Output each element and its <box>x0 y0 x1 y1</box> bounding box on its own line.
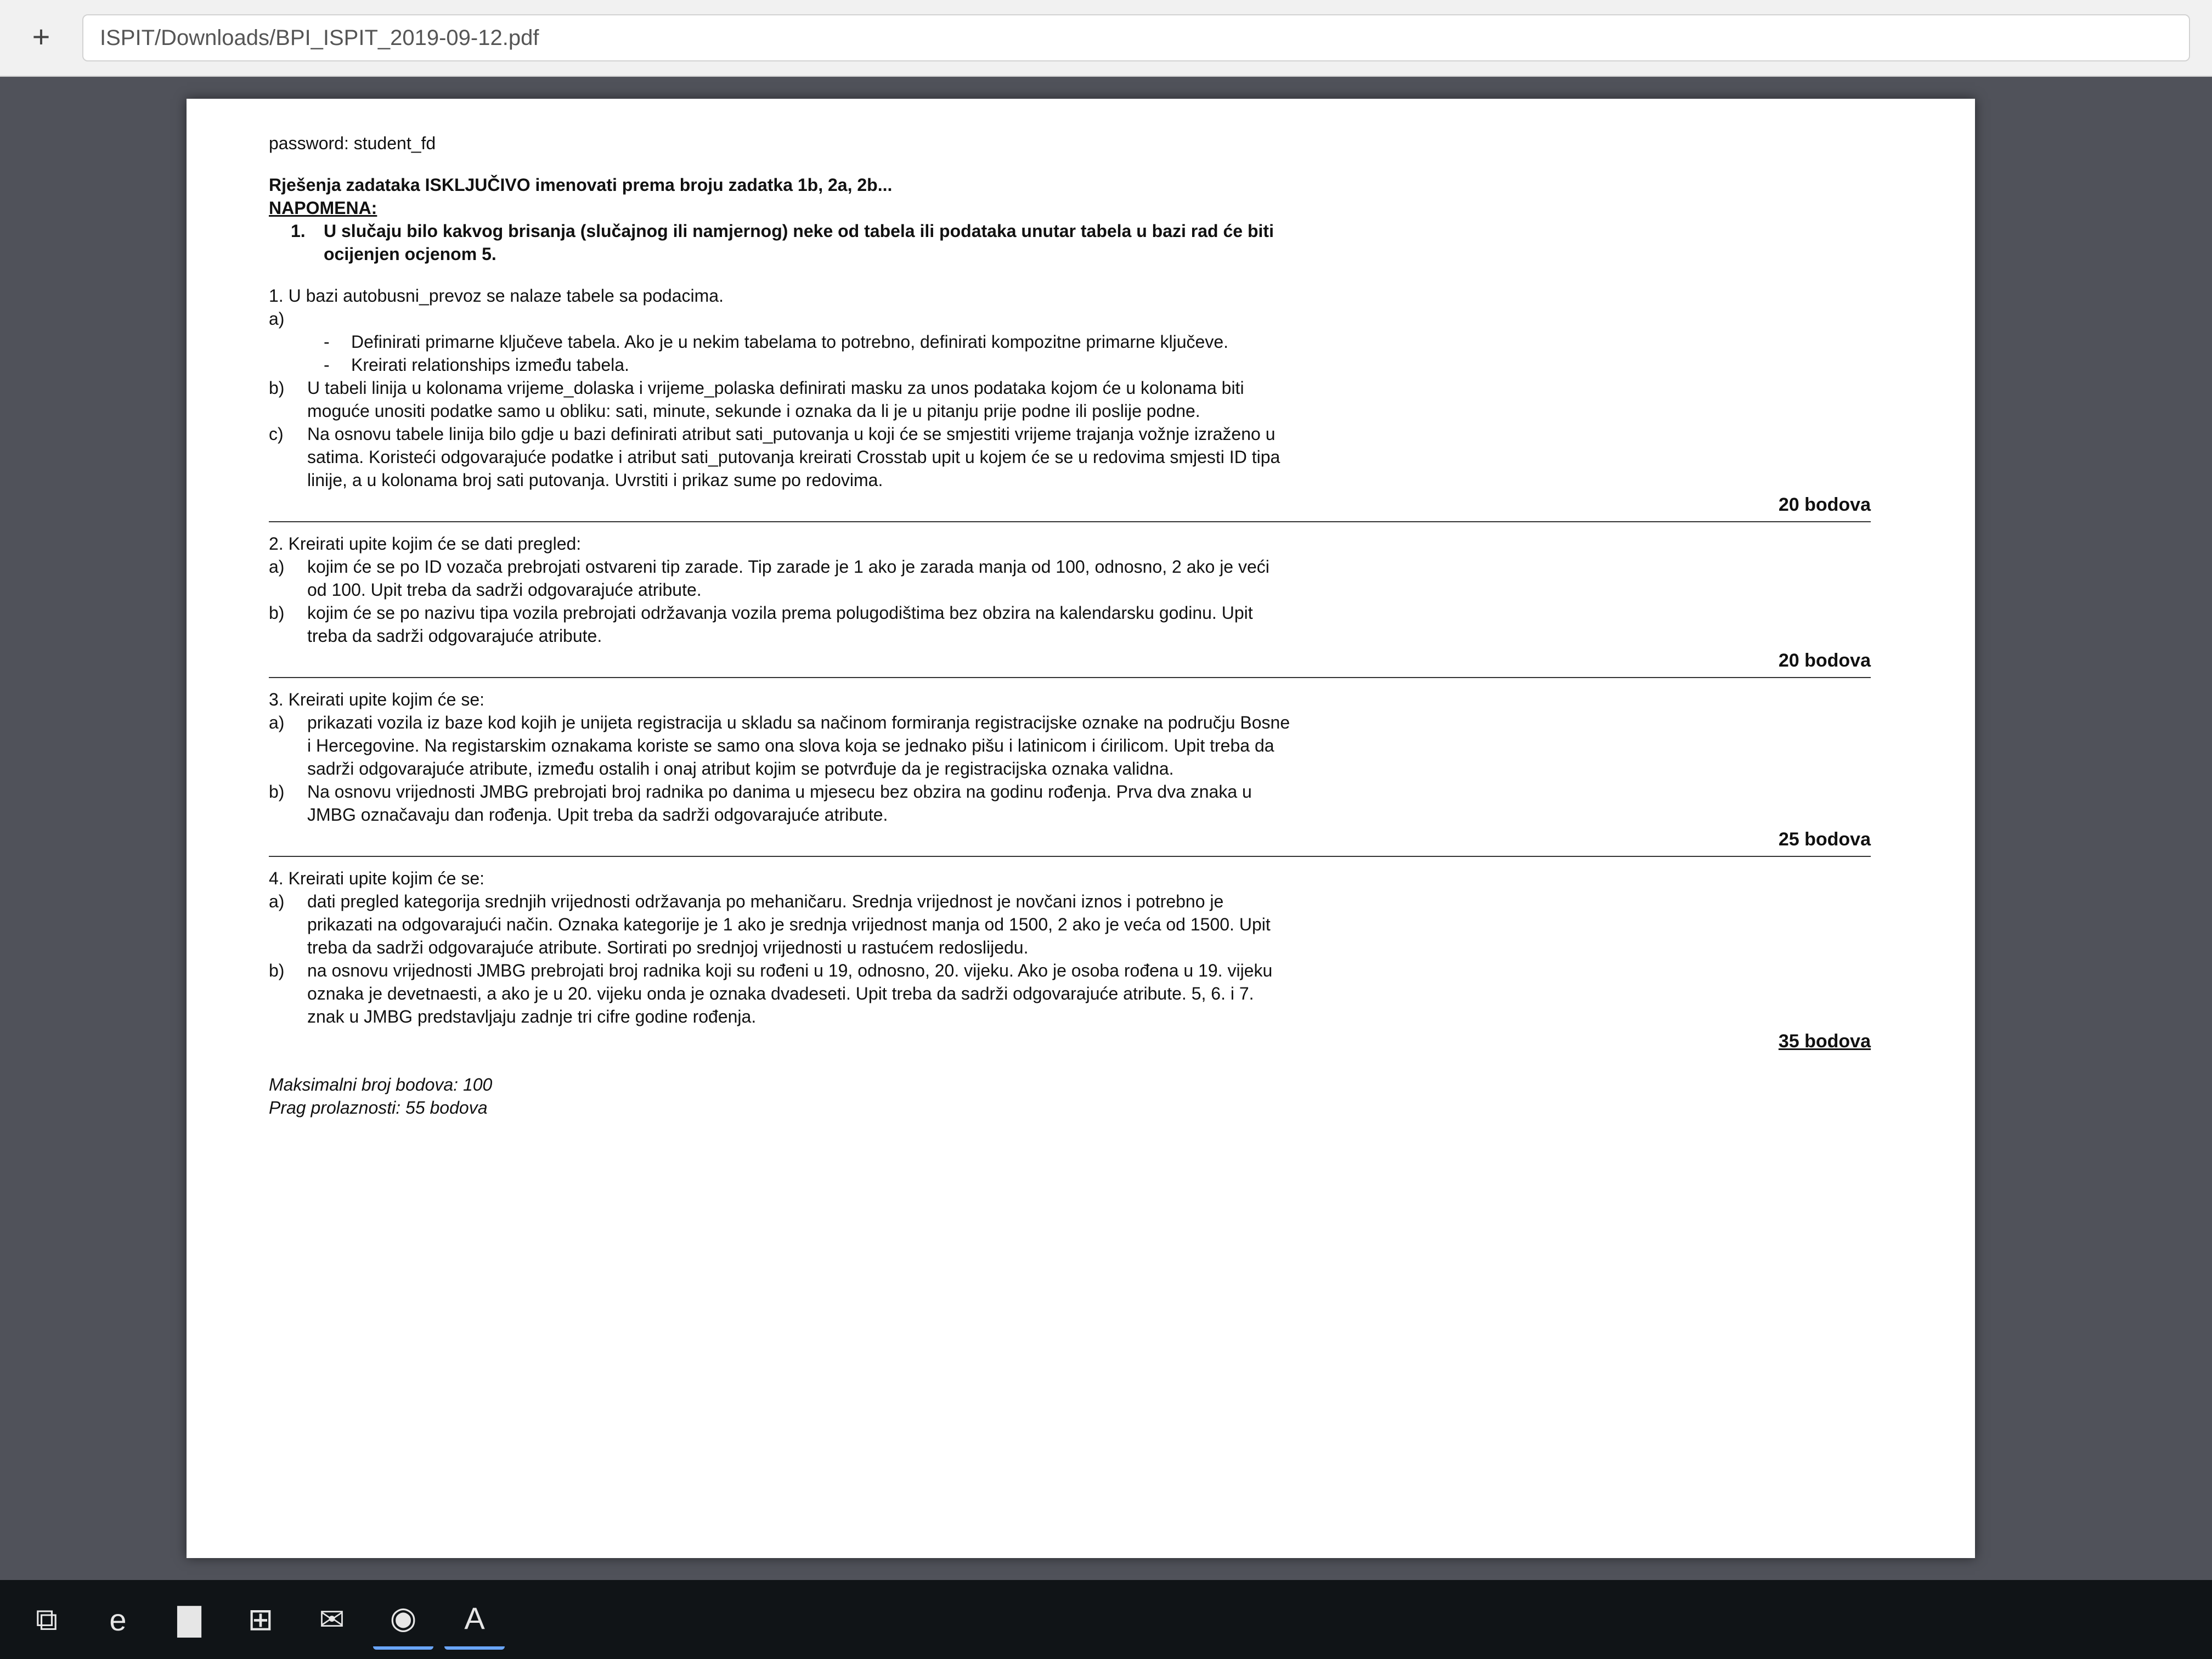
task1-heading: 1. U bazi autobusni_prevoz se nalaze tabele sa podacima. <box>269 286 724 306</box>
intro-line: Rješenja zadataka ISKLJUČIVO imenovati prema broju zadatka 1b, 2a, 2b... <box>269 175 893 195</box>
item-marker: b) <box>269 961 285 980</box>
edge-icon[interactable]: e <box>109 1602 127 1637</box>
pdf-viewer[interactable] <box>0 77 2212 1580</box>
item-line: Na osnovu vrijednosti JMBG prebrojati broj radnika po danima u mjesecu bez obzira na godinu rođenja. Prva dva znaka u <box>307 782 1252 802</box>
task4-heading: 4. Kreirati upite kojim će se: <box>269 868 485 888</box>
task1-items <box>269 376 1893 492</box>
note-list <box>269 219 1893 266</box>
task2-item <box>269 601 1893 647</box>
store-icon[interactable]: ⊞ <box>247 1602 274 1637</box>
max-points: Maksimalni broj bodova: 100 <box>269 1075 493 1094</box>
divider <box>269 677 1871 678</box>
item-line: od 100. Upit treba da sadrži odgovarajuće atribute. <box>307 580 702 600</box>
task2-items <box>269 555 1893 647</box>
item-marker: c) <box>269 424 284 444</box>
bullet-item <box>269 330 1893 353</box>
item-marker: 1. <box>291 221 306 241</box>
task4-points: 35 bodova <box>1778 1031 1871 1052</box>
browser-toolbar <box>0 0 2212 77</box>
item-line: i Hercegovine. Na registarskim oznakama koriste se samo ona slova koja se jednako pišu i latinicom i ćirilicom. Upit treba da <box>307 736 1274 755</box>
item-text <box>307 780 1893 826</box>
task-view-icon[interactable]: ⧉ <box>36 1601 58 1637</box>
item-line: JMBG označavaju dan rođenja. Upit treba da sadrži odgovarajuće atribute. <box>307 805 888 825</box>
item-text: Kreirati relationships između tabela. <box>351 355 629 375</box>
task3-items <box>269 711 1893 826</box>
mail-icon[interactable]: ✉ <box>319 1602 345 1637</box>
item-text <box>307 601 1893 647</box>
item-line: sadrži odgovarajuće atribute, između ostalih i onaj atribut kojim se potvrđuje da je registracijska oznaka validna. <box>307 759 1174 778</box>
task3-item <box>269 780 1893 826</box>
task3-heading: 3. Kreirati upite kojim će se: <box>269 690 485 709</box>
task4-item <box>269 959 1893 1028</box>
task2-points: 20 bodova <box>1778 650 1871 671</box>
acrobat-icon[interactable]: A <box>444 1589 505 1650</box>
divider <box>269 521 1871 522</box>
item-marker: a) <box>269 713 285 732</box>
item-line: treba da sadrži odgovarajuće atribute. <box>307 626 602 646</box>
item-marker: - <box>324 355 330 375</box>
item-marker: a) <box>269 309 285 329</box>
task3-points: 25 bodova <box>1778 829 1871 850</box>
item-line: satima. Koristeći odgovarajuće podatke i atribut sati_putovanja kreirati Crosstab upit u kojem će se u redovima smjesti ID tipa <box>307 447 1280 467</box>
item-line: treba da sadrži odgovarajuće atribute. Sortirati po srednjoj vrijednosti u rastućem redoslijedu. <box>307 938 1029 957</box>
bullet-item <box>269 353 1893 376</box>
item-line: ocijenjen ocjenom 5. <box>324 244 496 264</box>
item-text <box>307 890 1893 959</box>
new-tab-button[interactable]: + <box>32 19 50 54</box>
item-line: prikazati vozila iz baze kod kojih je unijeta registracija u skladu sa načinom formiranja registracijske oznake na području Bosne <box>307 713 1290 732</box>
task3-item <box>269 711 1893 780</box>
taskbar <box>0 1580 2212 1659</box>
file-explorer-icon[interactable]: ▇ <box>177 1602 201 1637</box>
item-text <box>307 422 1893 492</box>
item-line: na osnovu vrijednosti JMBG prebrojati broj radnika koji su rođeni u 19, odnosno, 20. vijeku. Ako je osoba rođena u 19. vijeku <box>307 961 1273 980</box>
address-bar[interactable]: ISPIT/Downloads/BPI_ISPIT_2019-09-12.pdf <box>82 14 2190 61</box>
task2-item <box>269 555 1893 601</box>
item-marker: a) <box>269 557 285 577</box>
item-text <box>307 959 1893 1028</box>
item-line: U slučaju bilo kakvog brisanja (slučajnog ili namjernog) neke od tabela ili podataka unutar tabela u bazi rad će biti <box>324 221 1274 241</box>
item-marker: b) <box>269 378 285 398</box>
item-line: dati pregled kategorija srednjih vrijednosti održavanja po mehaničaru. Srednja vrijednost je novčani iznos i potrebno je <box>307 891 1224 911</box>
item-marker: - <box>324 332 330 352</box>
item-line: moguće unositi podatke samo u obliku: sati, minute, sekunde i oznaka da li je u pitanju prije podne ili poslije podne. <box>307 401 1200 421</box>
item-marker: b) <box>269 603 285 623</box>
task2-heading: 2. Kreirati upite kojim će se dati pregled: <box>269 534 582 554</box>
note-item <box>269 219 1893 266</box>
task1-item <box>269 422 1893 492</box>
item-line: prikazati na odgovarajući način. Oznaka kategorije je 1 ako je srednja vrijednost manja od 1500, 2 ako je veća od 1500. Upit <box>307 915 1271 934</box>
note-heading: NAPOMENA: <box>269 198 377 218</box>
item-line: oznaka je devetnaesti, a ako je u 20. vijeku onda je oznaka dvadeseti. Upit treba da sadrži odgovarajuće atribute. 5, 6. i 7. <box>307 984 1254 1003</box>
task1-bullets <box>269 330 1893 376</box>
chrome-icon[interactable]: ◉ <box>373 1589 433 1650</box>
task1-item <box>269 376 1893 422</box>
item-text <box>307 555 1893 601</box>
item-line: linije, a u kolonama broj sati putovanja. Uvrstiti i prikaz sume po redovima. <box>307 470 883 490</box>
password-line: password: student_fd <box>269 133 436 153</box>
item-text <box>307 711 1893 780</box>
pass-threshold: Prag prolaznosti: 55 bodova <box>269 1098 488 1118</box>
task4-items <box>269 890 1893 1028</box>
item-line: kojim će se po ID vozača prebrojati ostvareni tip zarade. Tip zarade je 1 ako je zarada manja od 100, odnosno, 2 ako je veći <box>307 557 1269 577</box>
task1-points: 20 bodova <box>1778 494 1871 515</box>
item-line: znak u JMBG predstavljaju zadnje tri cifre godine rođenja. <box>307 1007 757 1026</box>
item-line: kojim će se po nazivu tipa vozila prebrojati održavanja vozila prema polugodištima bez obzira na kalendarsku godinu. Upit <box>307 603 1253 623</box>
item-marker: a) <box>269 891 285 911</box>
item-text <box>307 376 1893 422</box>
item-line: U tabeli linija u kolonama vrijeme_dolaska i vrijeme_polaska definirati masku za unos podataka kojom će u kolonama biti <box>307 378 1244 398</box>
pdf-page <box>187 99 1975 1558</box>
item-line: Na osnovu tabele linija bilo gdje u bazi definirati atribut sati_putovanja u koji će se smjestiti vrijeme trajanja vožnje izraženo u <box>307 424 1276 444</box>
item-text: Definirati primarne ključeve tabela. Ako je u nekim tabelama to potrebno, definirati kompozitne primarne ključeve. <box>351 332 1229 352</box>
task4-item <box>269 890 1893 959</box>
task1-item-a <box>269 307 1893 330</box>
item-text <box>324 219 1274 266</box>
divider <box>269 856 1871 857</box>
item-marker: b) <box>269 782 285 802</box>
